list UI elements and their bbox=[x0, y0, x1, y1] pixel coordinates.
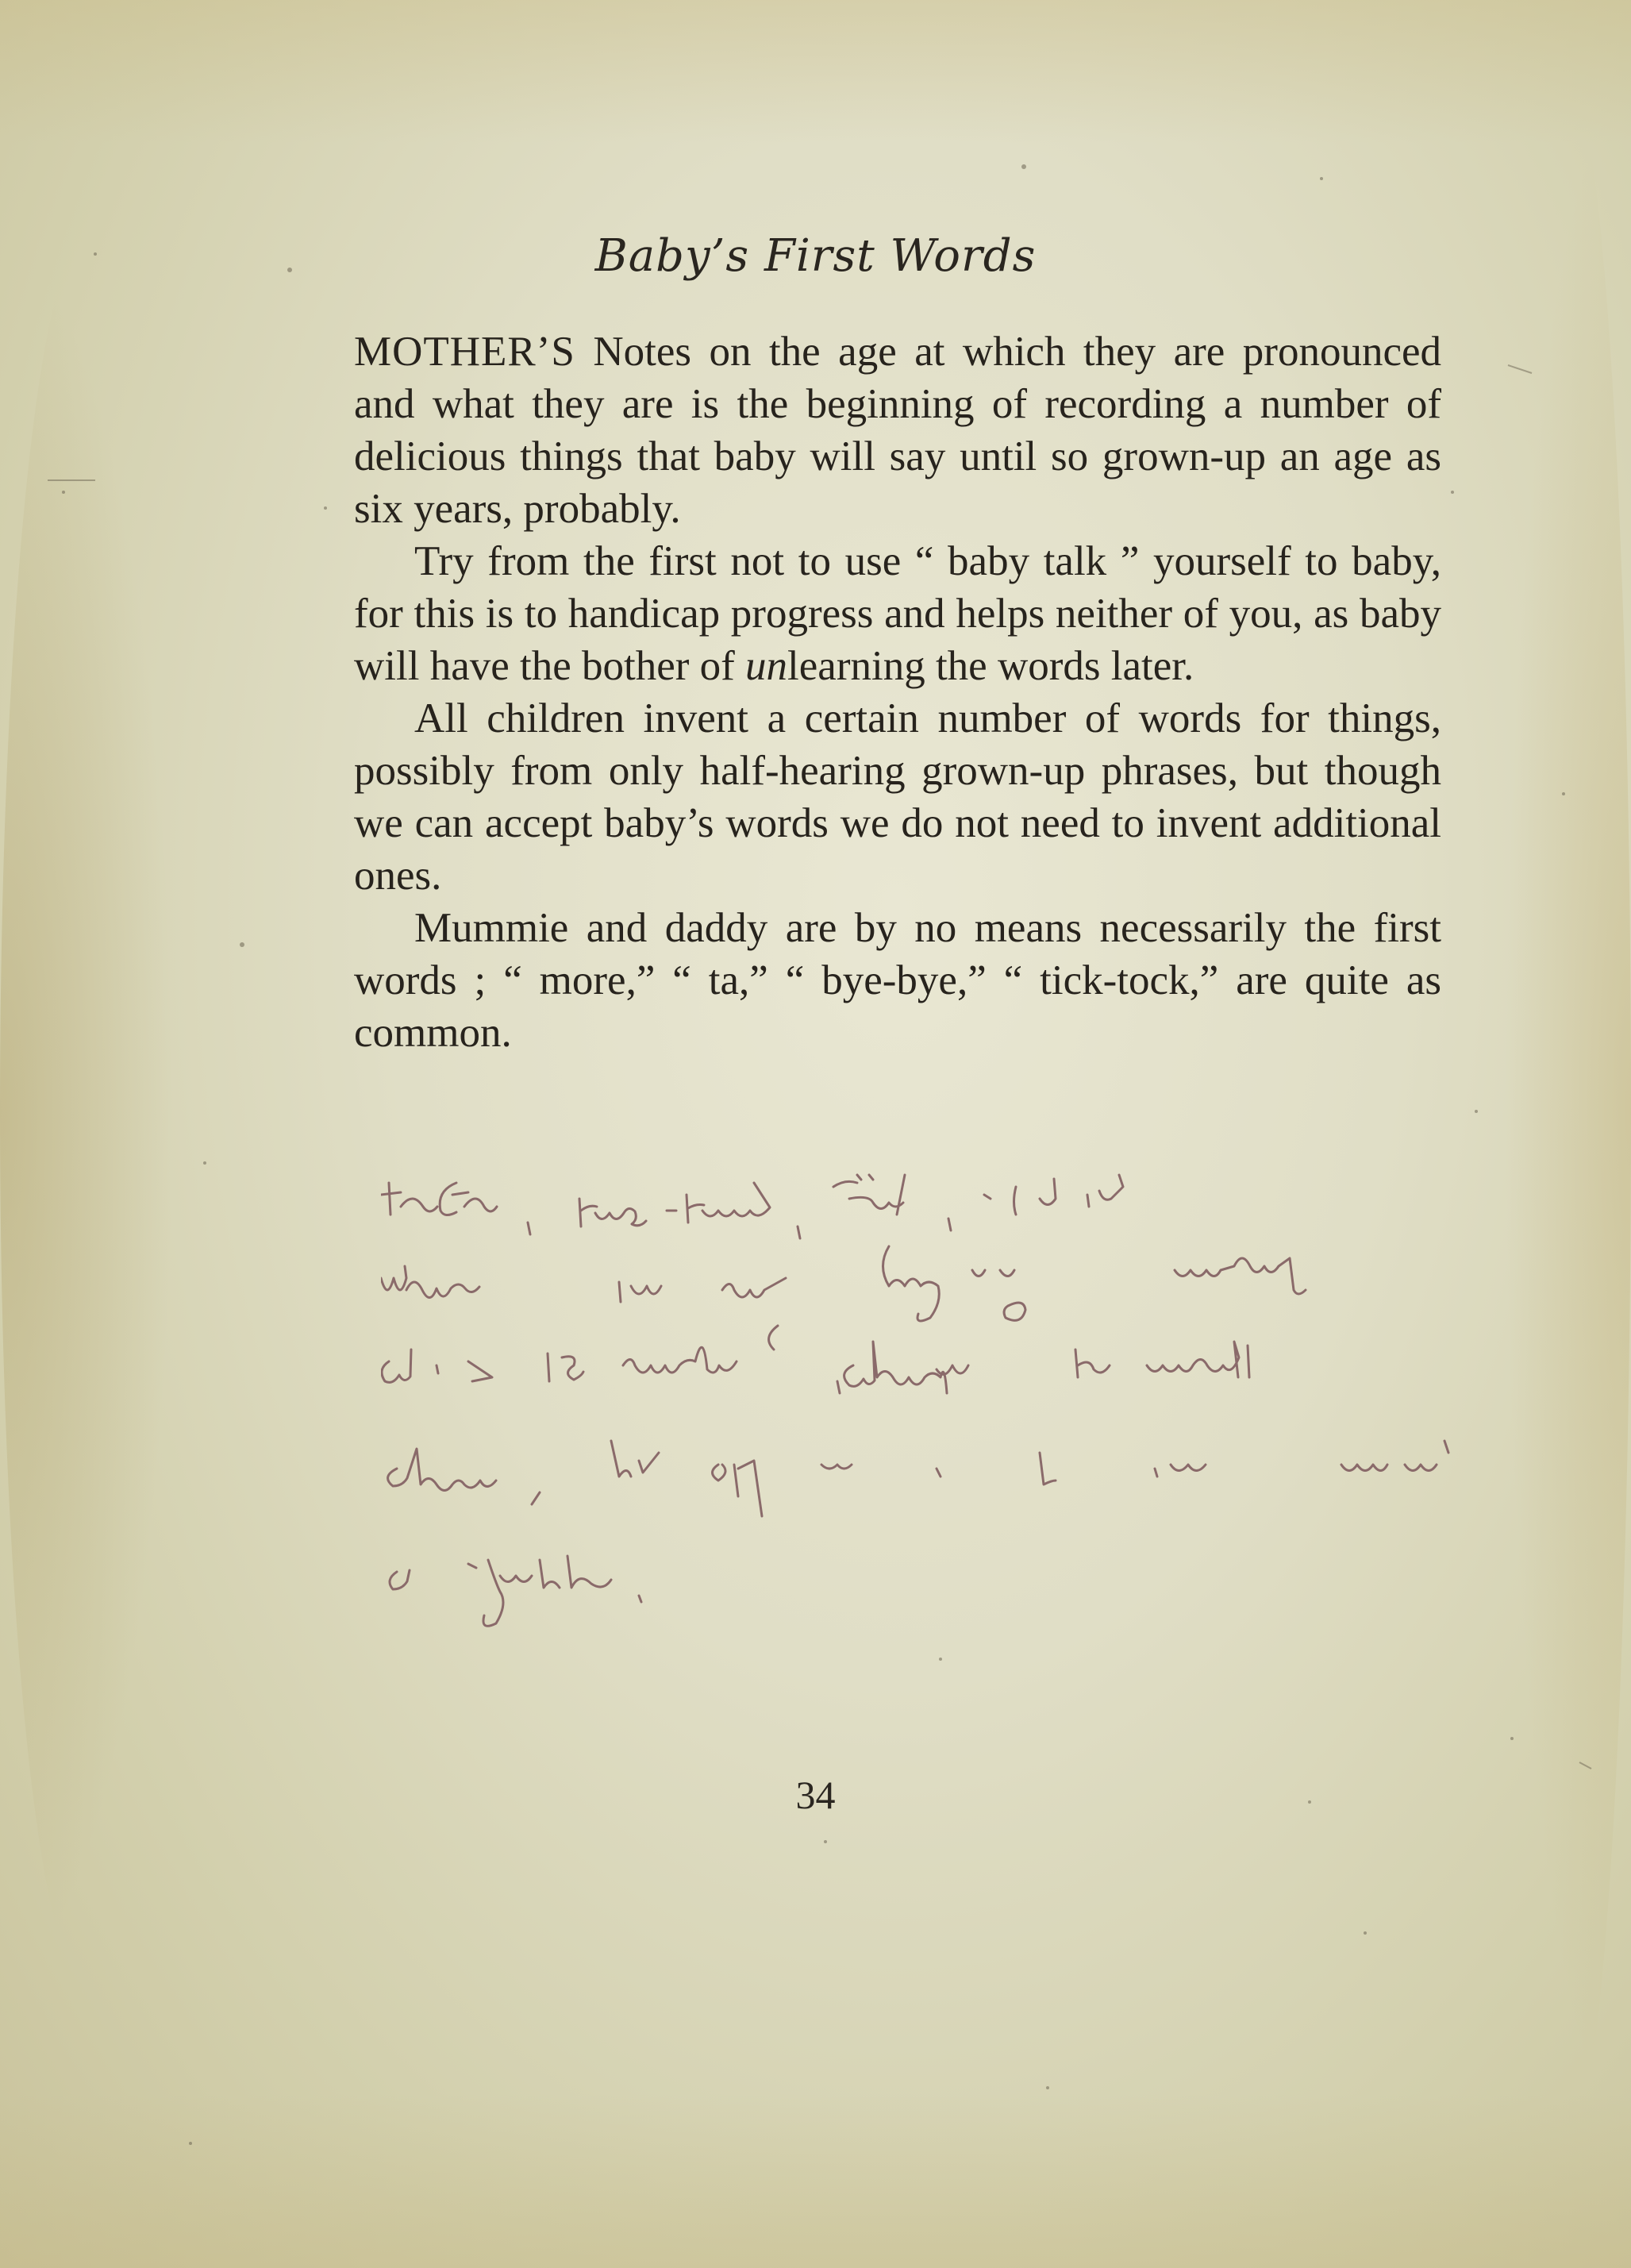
paper-stain-top bbox=[0, 0, 1631, 143]
paper-stain-bottom bbox=[0, 2093, 1631, 2268]
running-head: Baby’s First Words bbox=[594, 230, 1037, 282]
paragraph-2-emphasis: un bbox=[745, 643, 788, 689]
paragraph-4: Mummie and daddy are by no means necessarily the first words ; “ more,” “ ta,” “ bye-bye,” “ tick-tock,” are quite as common. bbox=[354, 905, 1441, 1056]
page-number: 34 bbox=[795, 1773, 836, 1817]
paragraph-2-text: Try from the first not to use “ baby talk ” yourself to baby, for this is to handicap progress and helps neither of you, as baby will have the bother of bbox=[354, 538, 1441, 689]
paragraph-1 bbox=[354, 325, 1441, 535]
paragraph-2 bbox=[354, 535, 1441, 692]
paper-stain-right bbox=[1504, 79, 1631, 2143]
handwritten-note bbox=[381, 1151, 1571, 1643]
paragraph-3: All children invent a certain number of words for things, possibly from only half-hearing grown-up phrases, but though we can accept baby’s words we do not need to invent additional ones. bbox=[354, 695, 1441, 899]
body-text bbox=[354, 325, 1441, 1059]
paragraph-1-lead: MOTHER’S bbox=[354, 329, 575, 375]
paragraph-1-text: Notes on the age at which they are pronounced and what they are is the beginning of recording a number of delicious things that baby will say until so grown-up an age as six years, probably. bbox=[354, 329, 1441, 532]
paragraph-2-text-end: learning the words later. bbox=[787, 643, 1194, 689]
paper-stain-left bbox=[0, 238, 175, 1985]
